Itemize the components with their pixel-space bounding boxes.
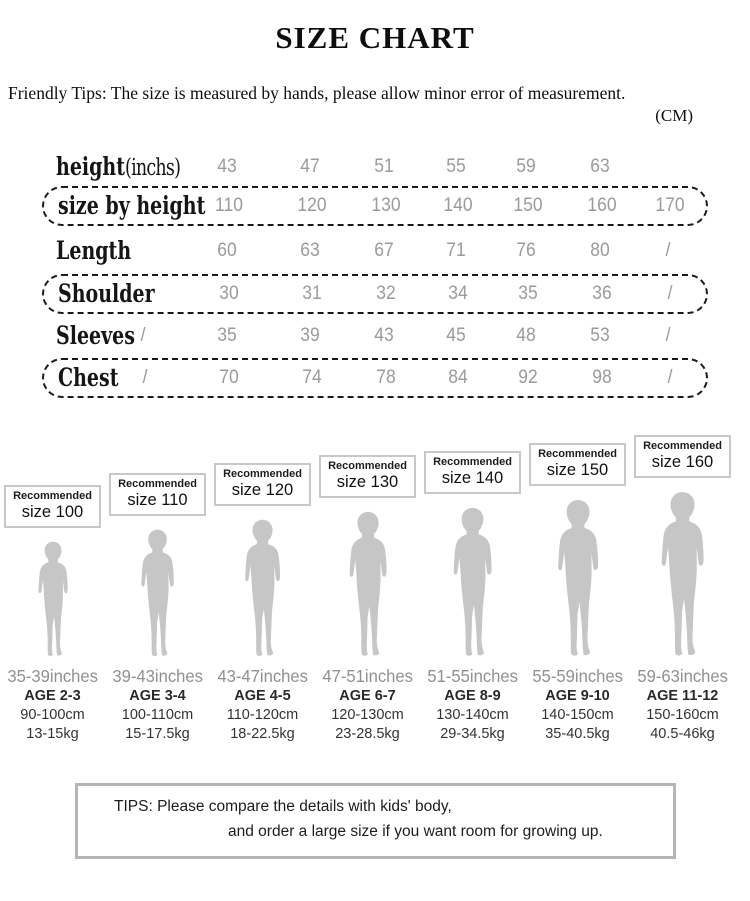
height-range-label: 43-47inches bbox=[217, 666, 308, 686]
badge-recommended-label: Recommended bbox=[118, 478, 197, 490]
friendly-tips-text: Friendly Tips: The size is measured by hands, please allow minor error of measurement. bbox=[8, 83, 626, 103]
unit-label: (CM) bbox=[655, 106, 693, 125]
height-cm-label: 150-160cm bbox=[646, 707, 719, 723]
cell-value: 80 bbox=[590, 240, 610, 261]
cell-not-available: / bbox=[665, 240, 671, 261]
child-silhouette-icon bbox=[651, 490, 714, 658]
child-silhouette-icon bbox=[31, 540, 75, 658]
cell-value: 60 bbox=[217, 240, 237, 261]
cell-value: 34 bbox=[448, 283, 468, 304]
cell-not-available: / bbox=[142, 367, 148, 388]
figure-column bbox=[315, 430, 420, 762]
recommended-size-badge bbox=[214, 463, 311, 506]
cell-value: 36 bbox=[592, 283, 612, 304]
cell-not-available: / bbox=[140, 325, 146, 346]
age-label: AGE 2-3 bbox=[24, 688, 81, 704]
cell-value: 98 bbox=[592, 367, 612, 388]
row-label: height(inchs) bbox=[56, 152, 181, 181]
age-label: AGE 8-9 bbox=[444, 688, 501, 704]
page-title: SIZE CHART bbox=[275, 20, 475, 55]
figure-labels bbox=[320, 666, 415, 762]
weight-label: 29-34.5kg bbox=[440, 726, 505, 742]
figure-labels bbox=[5, 666, 100, 762]
badge-size-label: size 150 bbox=[546, 461, 609, 479]
cell-value: 53 bbox=[590, 325, 610, 346]
figure-labels bbox=[425, 666, 520, 762]
badge-recommended-label: Recommended bbox=[643, 440, 722, 452]
cell-value: 71 bbox=[446, 240, 466, 261]
height-range-label: 39-43inches bbox=[112, 666, 203, 686]
size-table-row-shoulder bbox=[42, 274, 708, 314]
recommended-size-badge bbox=[529, 443, 626, 486]
height-range-label: 55-59inches bbox=[532, 666, 623, 686]
height-cm-label: 120-130cm bbox=[331, 707, 404, 723]
height-range-label: 35-39inches bbox=[7, 666, 98, 686]
figure-column bbox=[525, 430, 630, 762]
cell-value: 48 bbox=[516, 325, 536, 346]
cell-not-available: / bbox=[667, 283, 673, 304]
row-label: Length bbox=[56, 236, 132, 265]
age-label: AGE 9-10 bbox=[545, 688, 610, 704]
recommended-size-badge bbox=[4, 485, 101, 528]
height-cm-label: 100-110cm bbox=[121, 707, 194, 723]
child-silhouette-icon bbox=[133, 528, 182, 658]
badge-size-label: size 130 bbox=[336, 473, 399, 491]
cell-value: 67 bbox=[374, 240, 394, 261]
row-label: size by height bbox=[58, 191, 206, 220]
child-silhouette-icon bbox=[340, 510, 396, 658]
figure-column bbox=[105, 430, 210, 762]
cell-value: 170 bbox=[655, 195, 685, 216]
cell-value: 43 bbox=[217, 156, 237, 177]
cell-value: 76 bbox=[516, 240, 536, 261]
row-label: Shoulder bbox=[58, 279, 155, 308]
height-cm-label: 110-120cm bbox=[226, 707, 299, 723]
row-label-suffix: (inchs) bbox=[125, 155, 181, 181]
size-table-row-size-by-height bbox=[42, 186, 708, 226]
cell-value: 78 bbox=[376, 367, 396, 388]
weight-label: 15-17.5kg bbox=[125, 726, 190, 742]
badge-recommended-label: Recommended bbox=[223, 468, 302, 480]
figure-column bbox=[0, 430, 105, 762]
badge-size-label: size 100 bbox=[21, 503, 84, 521]
cell-not-available: / bbox=[667, 367, 673, 388]
cell-value: 160 bbox=[587, 195, 617, 216]
cell-value: 51 bbox=[374, 156, 394, 177]
cell-value: 35 bbox=[518, 283, 538, 304]
figure-column bbox=[210, 430, 315, 762]
cell-not-available: / bbox=[665, 325, 671, 346]
tips-line-2: and order a large size if you want room for growing up. bbox=[228, 823, 603, 840]
cell-value: 63 bbox=[590, 156, 610, 177]
cell-value: 47 bbox=[300, 156, 320, 177]
age-label: AGE 11-12 bbox=[646, 688, 719, 704]
height-range-label: 47-51inches bbox=[322, 666, 413, 686]
age-label: AGE 6-7 bbox=[339, 688, 396, 704]
cell-value: 30 bbox=[219, 283, 239, 304]
tips-line-1: TIPS: Please compare the details with kids' body, bbox=[114, 798, 452, 815]
row-label: Sleeves bbox=[56, 321, 135, 350]
figure-labels bbox=[110, 666, 205, 762]
size-table-row-length bbox=[42, 231, 708, 271]
child-silhouette-icon bbox=[444, 506, 501, 658]
cell-value: 43 bbox=[374, 325, 394, 346]
cell-value: 63 bbox=[300, 240, 320, 261]
height-range-label: 59-63inches bbox=[637, 666, 728, 686]
cell-value: 140 bbox=[443, 195, 473, 216]
cell-value: 31 bbox=[302, 283, 322, 304]
height-range-label: 51-55inches bbox=[427, 666, 518, 686]
cell-value: 32 bbox=[376, 283, 396, 304]
figure-labels bbox=[635, 666, 730, 762]
weight-label: 40.5-46kg bbox=[650, 726, 715, 742]
weight-label: 23-28.5kg bbox=[335, 726, 400, 742]
cell-value: 84 bbox=[448, 367, 468, 388]
recommended-size-badge bbox=[634, 435, 731, 478]
cell-value: 39 bbox=[300, 325, 320, 346]
badge-recommended-label: Recommended bbox=[328, 460, 407, 472]
child-silhouette-icon bbox=[236, 518, 289, 658]
age-label: AGE 3-4 bbox=[129, 688, 186, 704]
badge-recommended-label: Recommended bbox=[433, 456, 512, 468]
cell-value: 55 bbox=[446, 156, 466, 177]
size-table-row-height bbox=[42, 147, 708, 187]
cell-value: 130 bbox=[371, 195, 401, 216]
cell-value: 74 bbox=[302, 367, 322, 388]
recommended-size-badge bbox=[319, 455, 416, 498]
figure-labels bbox=[215, 666, 310, 762]
size-table-row-chest bbox=[42, 358, 708, 398]
figure-labels bbox=[530, 666, 625, 762]
recommended-size-badge bbox=[109, 473, 206, 516]
cell-value: 70 bbox=[219, 367, 239, 388]
weight-label: 18-22.5kg bbox=[230, 726, 295, 742]
cell-value: 59 bbox=[516, 156, 536, 177]
weight-label: 35-40.5kg bbox=[545, 726, 610, 742]
cell-value: 92 bbox=[518, 367, 538, 388]
recommended-size-badge bbox=[424, 451, 521, 494]
height-cm-label: 130-140cm bbox=[436, 707, 509, 723]
size-table-row-sleeves bbox=[42, 316, 708, 356]
cell-value: 120 bbox=[297, 195, 327, 216]
tips-box bbox=[75, 783, 676, 859]
age-label: AGE 4-5 bbox=[234, 688, 291, 704]
cell-value: 110 bbox=[215, 195, 243, 216]
size-table bbox=[42, 147, 708, 403]
badge-size-label: size 160 bbox=[651, 453, 714, 471]
cell-value: 35 bbox=[217, 325, 237, 346]
cell-value: 150 bbox=[513, 195, 543, 216]
badge-size-label: size 110 bbox=[127, 491, 188, 509]
figure-row bbox=[0, 430, 735, 762]
badge-size-label: size 120 bbox=[231, 481, 294, 499]
figure-column bbox=[630, 430, 735, 762]
figure-column bbox=[420, 430, 525, 762]
child-silhouette-icon bbox=[548, 498, 608, 658]
badge-recommended-label: Recommended bbox=[538, 448, 617, 460]
height-cm-label: 90-100cm bbox=[20, 707, 85, 723]
badge-size-label: size 140 bbox=[441, 469, 504, 487]
height-cm-label: 140-150cm bbox=[541, 707, 614, 723]
weight-label: 13-15kg bbox=[26, 726, 79, 742]
cell-value: 45 bbox=[446, 325, 466, 346]
badge-recommended-label: Recommended bbox=[13, 490, 92, 502]
row-label: Chest bbox=[58, 363, 119, 392]
